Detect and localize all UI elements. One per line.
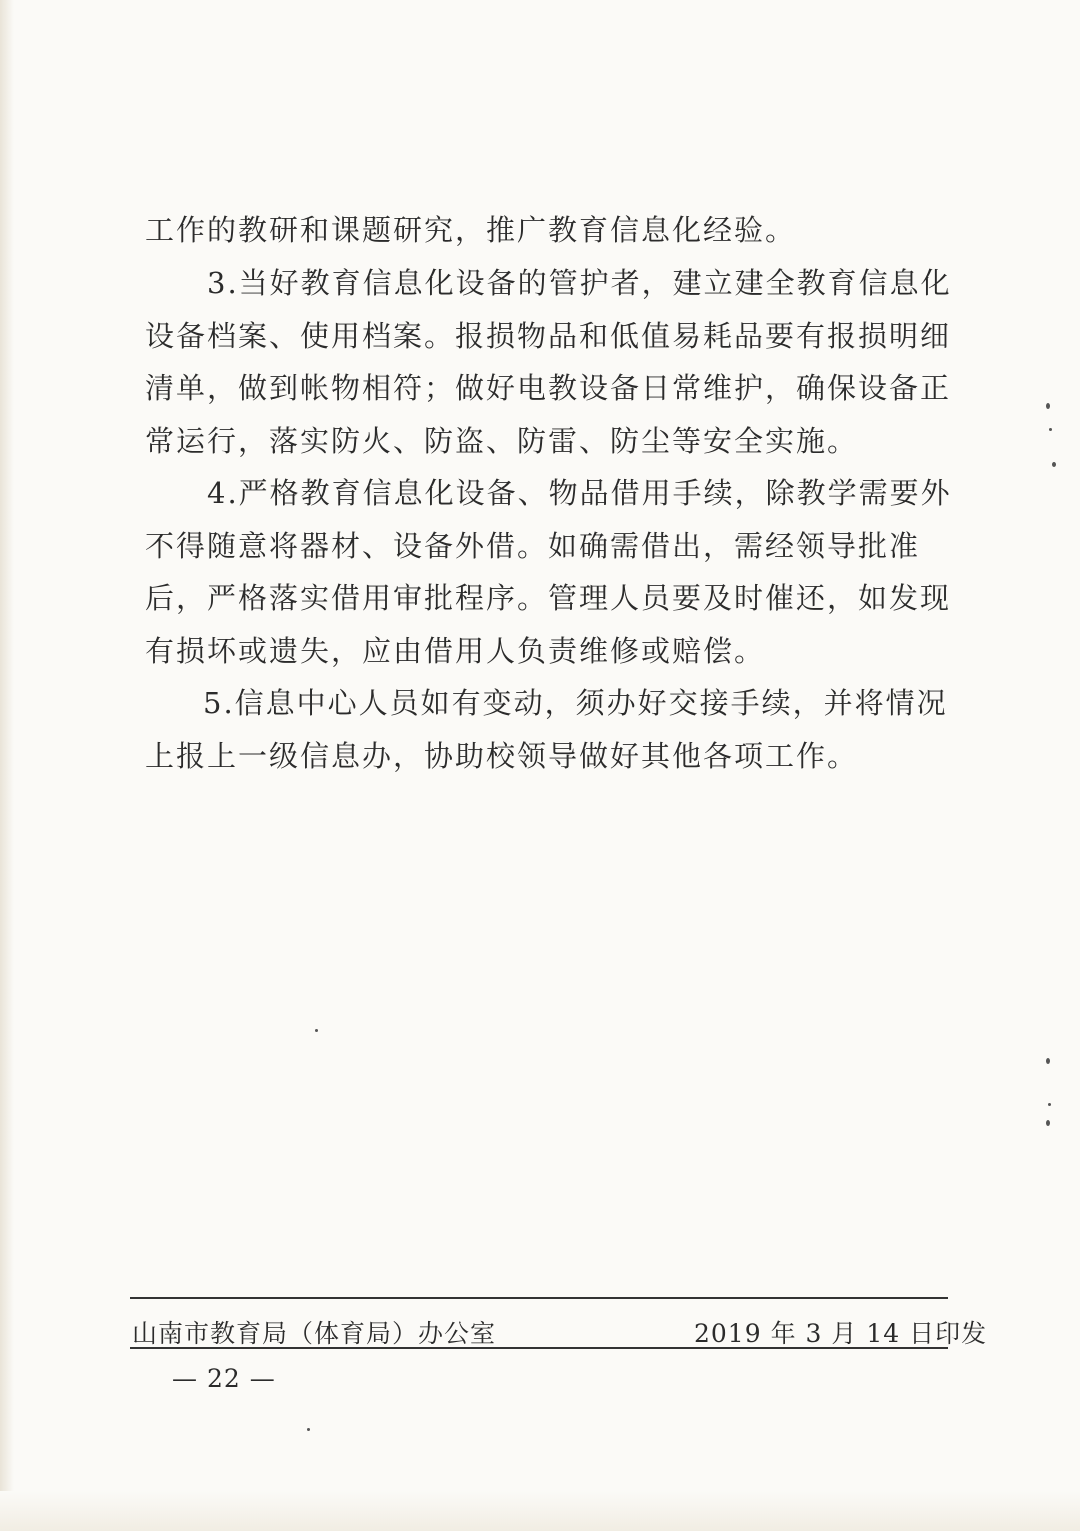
- scan-speck: [1046, 1120, 1050, 1126]
- issuing-office: 山南市教育局（体育局）办公室: [132, 1319, 497, 1348]
- scan-speck: [1046, 1058, 1050, 1064]
- page-edge-shadow: [0, 0, 14, 1531]
- scan-speck: [307, 1428, 310, 1431]
- footer-top-rule: [130, 1297, 948, 1299]
- paragraph-item-5: 5.信息中心人员如有变动，须办好交接手续，并将情况上报上一级信息办，协助校领导做好其他各项工作。: [145, 686, 948, 773]
- scan-speck: [315, 1029, 318, 1032]
- issue-date: 2019 年 3 月 14 日印发: [694, 1319, 988, 1348]
- scan-speck: [1052, 462, 1056, 467]
- scan-speck: [1049, 428, 1052, 431]
- page-bottom-shadow: [0, 1491, 1080, 1531]
- scan-speck: [1046, 403, 1050, 409]
- footer-bottom-rule: [130, 1347, 948, 1349]
- page-number: — 22 —: [172, 1364, 276, 1393]
- paragraph-item-4: 4.严格教育信息化设备、物品借用手续，除教学需要外不得随意将器材、设备外借。如确需借出，需经领导批准后，严格落实借用审批程序。管理人员要及时催还，如发现有损坏或遗失，应由借用人负责维修或赔偿。: [145, 476, 952, 668]
- scan-speck: [1048, 1103, 1051, 1106]
- paragraph-item-3: 3.当好教育信息化设备的管护者，建立建全教育信息化设备档案、使用档案。报损物品和低值易耗品要有报损明细清单，做到帐物相符；做好电教设备日常维护，确保设备正常运行，落实防火、防盗、防雷、防尘等安全实施。: [145, 266, 952, 458]
- paragraph-continuation: 工作的教研和课题研究，推广教育信息化经验。: [145, 213, 797, 247]
